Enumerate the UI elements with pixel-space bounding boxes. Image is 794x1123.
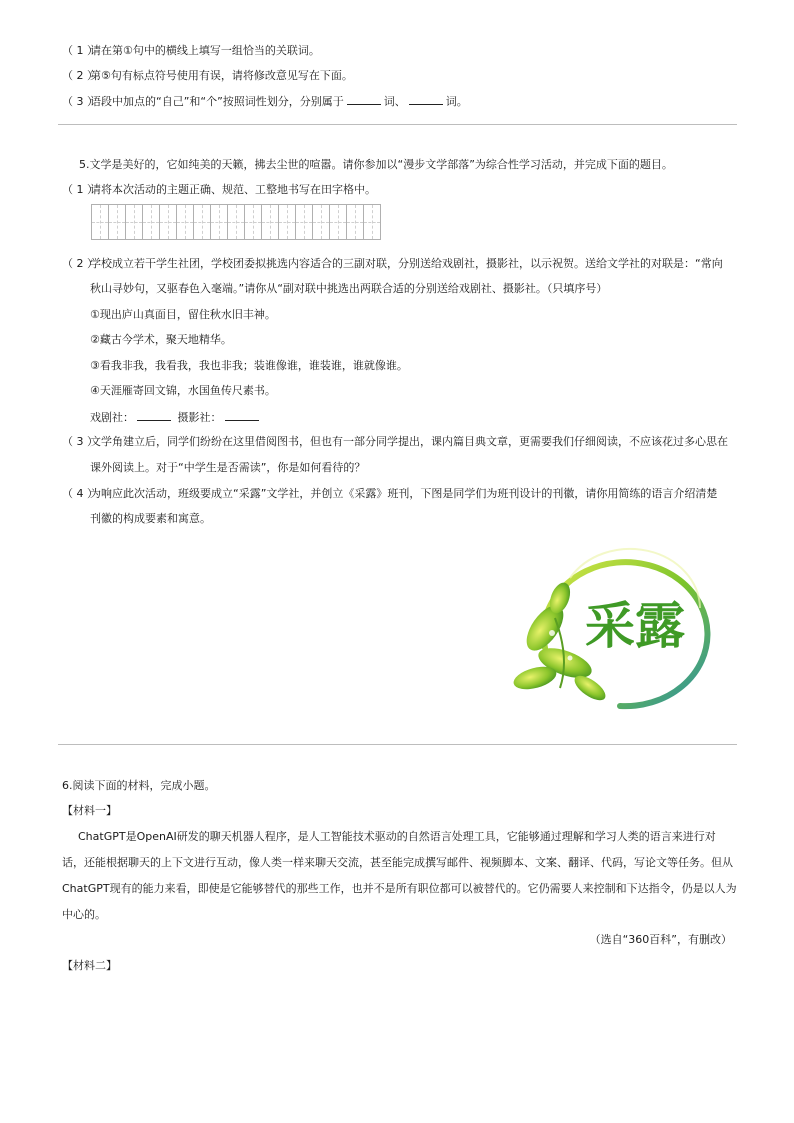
q6-material-2-title: 【材料二】	[62, 959, 117, 972]
q5-part-4-text-1: 为响应此次活动，班级要成立“采露”文学社，并创立《采露》班刊，下图是同学们为班刊设计的刊徽，请你用简练的语言介绍清楚	[90, 487, 718, 500]
tianzige-grid[interactable]	[91, 204, 380, 240]
q5-answer-line	[90, 410, 262, 425]
tianzige-cell[interactable]	[91, 204, 109, 240]
q6-material-1-title: 【材料一】	[62, 804, 117, 817]
q4-item-2-num: （ 2 ）	[62, 69, 98, 82]
cailu-emblem-logo	[510, 538, 730, 718]
tianzige-cell[interactable]	[329, 204, 347, 240]
tianzige-cell[interactable]	[278, 204, 296, 240]
tianzige-cell[interactable]	[261, 204, 279, 240]
q4-item-3-text-c: 词。	[445, 95, 468, 108]
q4-item-2	[62, 69, 353, 83]
answer-blank[interactable]	[409, 94, 443, 105]
section-divider	[58, 744, 737, 745]
photo-club-label: 摄影社：	[177, 411, 222, 424]
tianzige-cell[interactable]	[312, 204, 330, 240]
drama-club-label: 戏剧社：	[90, 411, 134, 424]
logo-text: 采露	[585, 596, 685, 655]
tianzige-cell[interactable]	[176, 204, 194, 240]
tianzige-cell[interactable]	[125, 204, 143, 240]
q4-item-1-text: 请在第①句中的横线上填写一组恰当的关联词。	[90, 44, 320, 57]
q4-item-3-num: （ 3 ）	[62, 95, 98, 108]
q5-part-1	[62, 183, 376, 197]
q5-part-3-text-1: 文学角建立后，同学们纷纷在这里借阅图书，但也有一部分同学提出，课内篇目典文章，更需要我们仔细阅读，不应该花过多心思在	[90, 435, 728, 448]
answer-blank[interactable]	[347, 94, 381, 105]
q4-item-1	[62, 44, 320, 58]
tianzige-cell[interactable]	[142, 204, 160, 240]
dew-drop	[549, 630, 555, 636]
q5-part-3-num: （ 3 ）	[62, 435, 98, 448]
q5-part-2-line-1	[62, 257, 723, 271]
tianzige-cell[interactable]	[244, 204, 262, 240]
q5-intro: 5.文学是美好的，它如纯美的天籁，拂去尘世的喧嚣。请你参加以“漫步文学部落”为综合性学习活动，并完成下面的题目。	[79, 158, 673, 171]
tianzige-cell[interactable]	[227, 204, 245, 240]
q5-part-4-line-1	[62, 487, 717, 501]
tianzige-cell[interactable]	[363, 204, 381, 240]
q5-option-3: ③看我非我，我看我，我也非我；装谁像谁，谁装谁，谁就像谁。	[90, 359, 408, 372]
q5-part-4-num: （ 4 ）	[62, 487, 98, 500]
q4-item-2-text: 第⑤句有标点符号使用有误，请将修改意见写在下面。	[90, 69, 353, 82]
section-divider	[58, 124, 737, 125]
q5-part-1-num: （ 1 ）	[62, 183, 98, 196]
dew-drop	[568, 656, 573, 661]
q5-part-1-text: 请将本次活动的主题正确、规范、工整地书写在田字格中。	[90, 183, 376, 196]
q6-intro: 6.阅读下面的材料，完成小题。	[62, 779, 216, 792]
q5-part-3-line-1	[62, 435, 728, 449]
q5-option-2: ②藏古今学术，聚天地精华。	[90, 333, 232, 346]
q4-item-3-text-a: 语段中加点的“自己”和“个”按照词性划分，分别属于	[90, 95, 344, 108]
q6-material-1-line: ChatGPT现有的能力来看，即使是它能够替代的那些工作，也并不是所有职位都可以被替代的。它仍需要人来控制和下达指令，仍是以人为	[62, 882, 737, 895]
q5-part-2-num: （ 2 ）	[62, 257, 98, 270]
q6-material-1-line: 话，还能根据聊天的上下文进行互动，像人类一样来聊天交流，甚至能完成撰写邮件、视频脚本、文案、翻译、代码，写论文等任务。但从	[62, 856, 733, 869]
q5-option-1: ①现出庐山真面目，留住秋水旧丰神。	[90, 308, 276, 321]
tianzige-cell[interactable]	[159, 204, 177, 240]
q4-item-1-num: （ 1 ）	[62, 44, 98, 57]
q4-item-3	[62, 94, 468, 109]
drama-club-blank[interactable]	[137, 410, 171, 421]
q5-option-4: ④天涯雁寄回文锦，水国鱼传尺素书。	[90, 384, 276, 397]
tianzige-cell[interactable]	[210, 204, 228, 240]
q6-material-1-line: 中心的。	[62, 908, 106, 921]
q6-material-1-source: （选自“360百科”，有删改）	[589, 933, 732, 946]
q6-material-1-line: ChatGPT是OpenAI研发的聊天机器人程序，是人工智能技术驱动的自然语言处理工具，它能够通过理解和学习人类的语言来进行对	[78, 830, 716, 843]
q5-part-2-line-2: 秋山寻妙句，又驱春色入毫端。”请你从“副对联中挑选出两联合适的分别送给戏剧社、摄影社。（只填序号）	[90, 282, 608, 295]
q4-item-3-text-b: 词、	[383, 95, 406, 108]
tianzige-cell[interactable]	[108, 204, 126, 240]
tianzige-cell[interactable]	[346, 204, 364, 240]
q5-part-4-line-2: 刊徽的构成要素和寓意。	[90, 512, 211, 525]
tianzige-cell[interactable]	[193, 204, 211, 240]
tianzige-cell[interactable]	[295, 204, 313, 240]
photo-club-blank[interactable]	[225, 410, 259, 421]
q5-part-2-text-1: 学校成立若干学生社团，学校团委拟挑选内容适合的三副对联，分别送给戏剧社，摄影社，以示祝贺。送给文学社的对联是：“常向	[90, 257, 723, 270]
q5-part-3-line-2: 课外阅读上。对于“中学生是否需读”，你是如何看待的？	[90, 461, 366, 474]
